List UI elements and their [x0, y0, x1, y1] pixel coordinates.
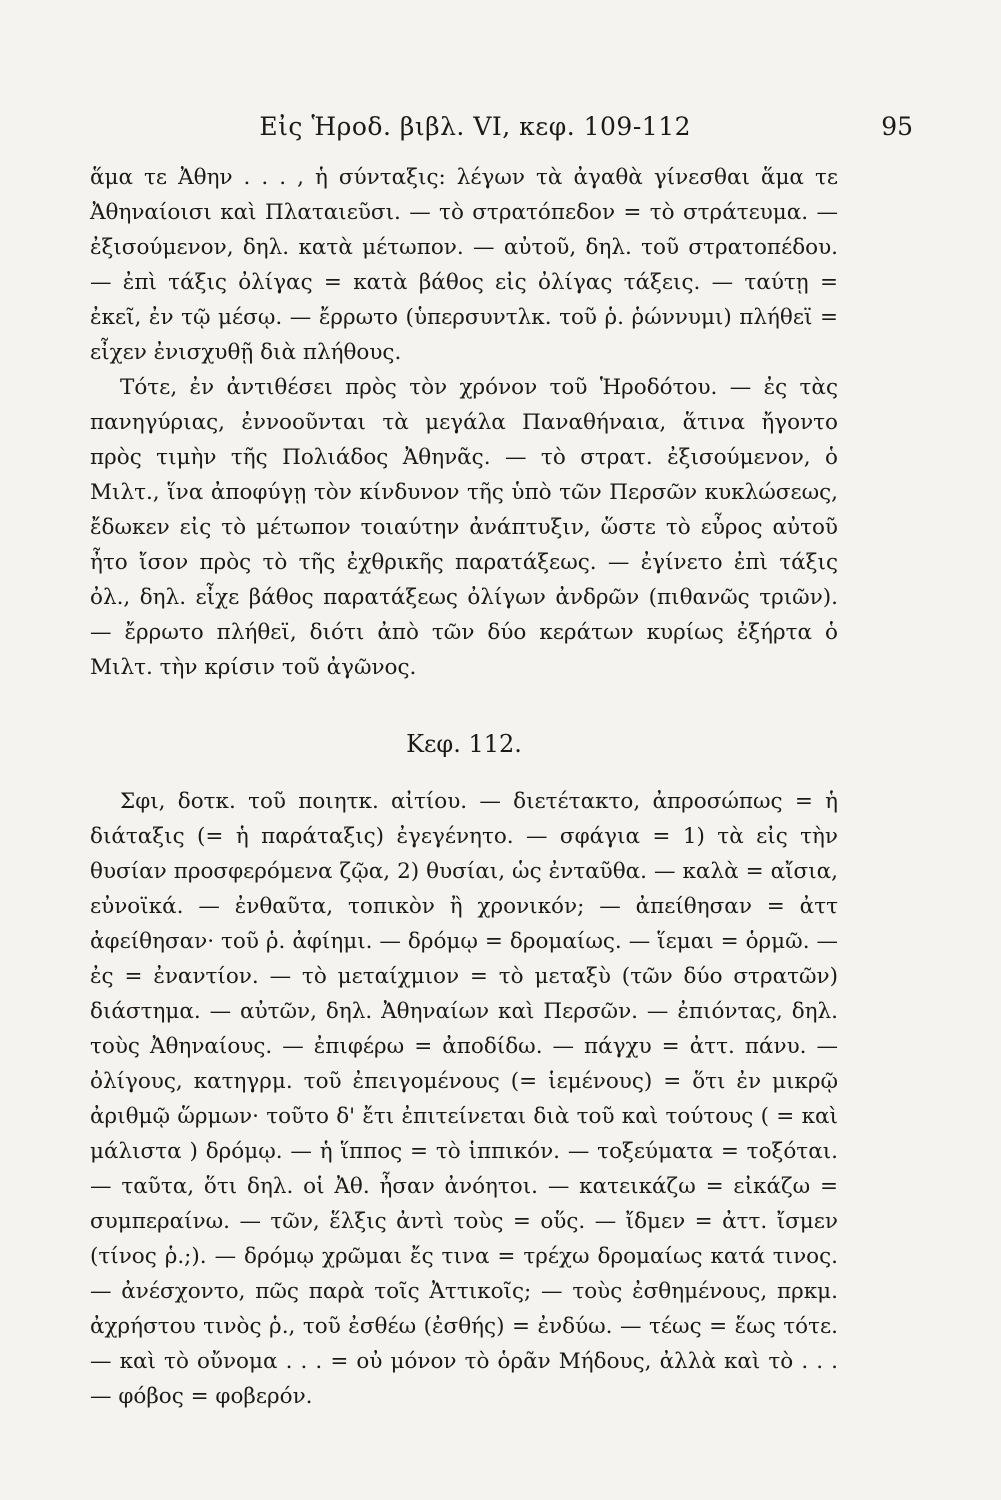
chapter-heading: Κεφ. 112.: [406, 730, 522, 758]
page-number: 95: [881, 112, 913, 141]
running-title: Εἰς Ἡροδ. βιβλ. VI, κεφ. 109-112: [259, 112, 691, 141]
running-header: [90, 112, 913, 141]
page-body: [90, 160, 838, 1414]
commentary-paragraph-2: Τότε, ἐν ἀντιθέσει πρὸς τὸν χρόνον τοῦ Ἡροδότου. — ἐς τὰς πανηγύριας, ἐννοοῦνται τὰ μεγάλα Παναθήναια, ἅτινα ἤγοντο πρὸς τιμὴν τῆς Πολιάδος Ἀθηνᾶς. — τὸ στρατ. ἐξισούμενον, ὁ Μιλτ., ἵνα ἀποφύγῃ τὸν κίνδυνον τῆς ὑπὸ τῶν Περσῶν κυκλώσεως, ἔδωκεν εἰς τὸ μέτωπον τοιαύτην ἀνάπτυξιν, ὥστε τὸ εὖρος αὐτοῦ ἦτο ἴσον πρὸς τὸ τῆς ἐχθρικῆς παρατάξεως. — ἐγίνετο ἐπὶ τάξις ὀλ., δηλ. εἶχε βάθος παρατάξεως ὀλίγων ἀνδρῶν (πιθανῶς τριῶν). — ἔρρωτο πλήθεϊ, διότι ἀπὸ τῶν δύο κεράτων κυρίως ἐξήρτα ὁ Μιλτ. τὴν κρίσιν τοῦ ἀγῶνος.: [90, 375, 838, 680]
commentary-paragraph-1: ἅμα τε Ἀθην . . . , ἡ σύνταξις: λέγων τὰ ἀγαθὰ γίνεσθαι ἅμα τε Ἀθηναίοισι καὶ Πλαταιεῦσι. — τὸ στρατόπεδον = τὸ στράτευμα. — ἐξισούμενον, δηλ. κατὰ μέτωπον. — αὐτοῦ, δηλ. τοῦ στρατοπέδου. — ἐπὶ τάξις ὀλίγας = κατὰ βάθος εἰς ὀλίγας τάξεις. — ταύτῃ = ἐκεῖ, ἐν τῷ μέσῳ. — ἔρρωτο (ὑπερσυντλκ. τοῦ ῥ. ῥώννυμι) πλήθεϊ = εἶχεν ἐνισχυθῇ διὰ πλήθους.: [90, 165, 838, 365]
chapter-commentary: Σφι, δοτκ. τοῦ ποιητκ. αἰτίου. — διετέτακτο, ἀπροσώπως = ἡ διάταξις (= ἡ παράταξις) ἐγεγένητο. — σφάγια = 1) τὰ εἰς τὴν θυσίαν προσφερόμενα ζῷα, 2) θυσίαι, ὡς ἐνταῦθα. — καλὰ = αἴσια, εὐνοϊκά. — ἐνθαῦτα, τοπικὸν ἢ χρονικόν; — ἀπείθησαν = ἀττ ἀφείθησαν· τοῦ ῥ. ἀφίημι. — δρόμῳ = δρομαίως. — ἵεμαι = ὁρμῶ. — ἐς = ἐναντίον. — τὸ μεταίχμιον = τὸ μεταξὺ (τῶν δύο στρατῶν) διάστημα. — αὐτῶν, δηλ. Ἀθηναίων καὶ Περσῶν. — ἐπιόντας, δηλ. τοὺς Ἀθηναίους. — ἐπιφέρω = ἀποδίδω. — πάγχυ = ἀττ. πάνυ. — ὀλίγους, κατηγρμ. τοῦ ἐπειγομένους (= ἱεμένους) = ὅτι ἐν μικρῷ ἀριθμῷ ὥρμων· τοῦτο δ' ἔτι ἐπιτείνεται διὰ τοῦ καὶ τούτους ( = καὶ μάλιστα ) δρόμῳ. — ἡ ἵππος = τὸ ἱππικόν. — τοξεύματα = τοξόται. — ταῦτα, ὅτι δηλ. οἱ Ἀθ. ἦσαν ἀνόητοι. — κατεικάζω = εἰκάζω = συμπεραίνω. — τῶν, ἕλξις ἀντὶ τοὺς = οὕς. — ἴδμεν = ἀττ. ἴσμεν (τίνος ῥ.;). — δρόμῳ χρῶμαι ἔς τινα = τρέχω δρομαίως κατά τινος. — ἀνέσχοντο, πῶς παρὰ τοῖς Ἀττικοῖς; — τοὺς ἐσθημένους, πρκμ. ἀχρήστου τινὸς ῥ., τοῦ ἐσθέω (ἐσθής) = ἐνδύω. — τέως = ἕως τότε. — καὶ τὸ οὔνομα . . . = οὐ μόνον τὸ ὁρᾶν Μήδους, ἀλλὰ καὶ τὸ . . . — φόβος = φοβερόν.: [90, 789, 838, 1409]
